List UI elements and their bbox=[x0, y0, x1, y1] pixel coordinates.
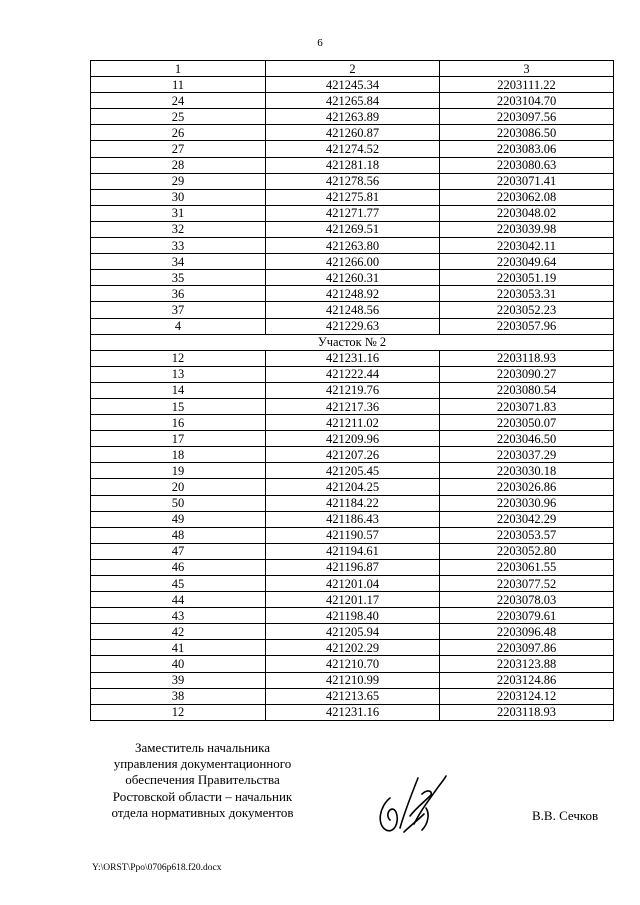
x-coordinate-cell: 421209.96 bbox=[266, 431, 440, 447]
table-row bbox=[91, 624, 614, 640]
y-coordinate-cell: 2203080.63 bbox=[440, 157, 614, 173]
point-number-cell: 20 bbox=[91, 479, 266, 495]
point-number-cell: 37 bbox=[91, 302, 266, 318]
x-coordinate-cell: 421281.18 bbox=[266, 157, 440, 173]
table-row bbox=[91, 189, 614, 205]
point-number-cell: 28 bbox=[91, 157, 266, 173]
y-coordinate-cell: 2203071.41 bbox=[440, 173, 614, 189]
table-row bbox=[91, 270, 614, 286]
point-number-cell: 12 bbox=[91, 704, 266, 720]
y-coordinate-cell: 2203077.52 bbox=[440, 576, 614, 592]
point-number-cell: 50 bbox=[91, 495, 266, 511]
x-coordinate-cell: 421202.29 bbox=[266, 640, 440, 656]
point-number-cell: 32 bbox=[91, 221, 266, 237]
coordinates-table bbox=[90, 60, 614, 721]
y-coordinate-cell: 2203104.70 bbox=[440, 93, 614, 109]
y-coordinate-cell: 2203057.96 bbox=[440, 318, 614, 334]
table-row bbox=[91, 286, 614, 302]
x-coordinate-cell: 421269.51 bbox=[266, 221, 440, 237]
table-row bbox=[91, 559, 614, 575]
x-coordinate-cell: 421274.52 bbox=[266, 141, 440, 157]
x-coordinate-cell: 421211.02 bbox=[266, 415, 440, 431]
y-coordinate-cell: 2203030.18 bbox=[440, 463, 614, 479]
signer-name: В.В. Сечков bbox=[532, 808, 599, 823]
table-row bbox=[91, 125, 614, 141]
y-coordinate-cell: 2203118.93 bbox=[440, 704, 614, 720]
y-coordinate-cell: 2203090.27 bbox=[440, 366, 614, 382]
table-row bbox=[91, 495, 614, 511]
y-coordinate-cell: 2203037.29 bbox=[440, 447, 614, 463]
x-coordinate-cell: 421198.40 bbox=[266, 608, 440, 624]
y-coordinate-cell: 2203042.11 bbox=[440, 238, 614, 254]
y-coordinate-cell: 2203039.98 bbox=[440, 221, 614, 237]
x-coordinate-cell: 421229.63 bbox=[266, 318, 440, 334]
y-coordinate-cell: 2203086.50 bbox=[440, 125, 614, 141]
y-coordinate-cell: 2203050.07 bbox=[440, 415, 614, 431]
table-row bbox=[91, 688, 614, 704]
table-row bbox=[91, 382, 614, 398]
table-row bbox=[91, 93, 614, 109]
x-coordinate-cell: 421263.89 bbox=[266, 109, 440, 125]
y-coordinate-cell: 2203042.29 bbox=[440, 511, 614, 527]
point-number-cell: 18 bbox=[91, 447, 266, 463]
y-coordinate-cell: 2203123.88 bbox=[440, 656, 614, 672]
x-coordinate-cell: 421260.87 bbox=[266, 125, 440, 141]
coordinates-table-body bbox=[91, 61, 614, 721]
header-cell-y: 3 bbox=[440, 61, 614, 77]
point-number-cell: 4 bbox=[91, 318, 266, 334]
y-coordinate-cell: 2203118.93 bbox=[440, 350, 614, 366]
signatory-title bbox=[95, 740, 310, 821]
table-row bbox=[91, 157, 614, 173]
table-row bbox=[91, 656, 614, 672]
y-coordinate-cell: 2203052.80 bbox=[440, 543, 614, 559]
y-coordinate-cell: 2203051.19 bbox=[440, 270, 614, 286]
y-coordinate-cell: 2203124.86 bbox=[440, 672, 614, 688]
x-coordinate-cell: 421245.34 bbox=[266, 77, 440, 93]
table-row bbox=[91, 141, 614, 157]
file-path: Y:\ORST\Ppo\0706p618.f20.docx bbox=[92, 863, 222, 873]
x-coordinate-cell: 421210.70 bbox=[266, 656, 440, 672]
table-header-row bbox=[91, 61, 614, 77]
y-coordinate-cell: 2203048.02 bbox=[440, 205, 614, 221]
point-number-cell: 48 bbox=[91, 527, 266, 543]
x-coordinate-cell: 421205.45 bbox=[266, 463, 440, 479]
table-row bbox=[91, 318, 614, 334]
point-number-cell: 27 bbox=[91, 141, 266, 157]
table-row bbox=[91, 254, 614, 270]
y-coordinate-cell: 2203124.12 bbox=[440, 688, 614, 704]
point-number-cell: 16 bbox=[91, 415, 266, 431]
handwritten-signature bbox=[370, 768, 450, 840]
x-coordinate-cell: 421222.44 bbox=[266, 366, 440, 382]
point-number-cell: 26 bbox=[91, 125, 266, 141]
table-row bbox=[91, 511, 614, 527]
header-cell-point: 1 bbox=[91, 61, 266, 77]
x-coordinate-cell: 421278.56 bbox=[266, 173, 440, 189]
table-row bbox=[91, 221, 614, 237]
table-row bbox=[91, 447, 614, 463]
point-number-cell: 39 bbox=[91, 672, 266, 688]
signatory-title-line: обеспечения Правительства bbox=[125, 772, 280, 788]
page-number: 6 bbox=[317, 37, 323, 49]
x-coordinate-cell: 421263.80 bbox=[266, 238, 440, 254]
point-number-cell: 43 bbox=[91, 608, 266, 624]
x-coordinate-cell: 421271.77 bbox=[266, 205, 440, 221]
x-coordinate-cell: 421265.84 bbox=[266, 93, 440, 109]
y-coordinate-cell: 2203030.96 bbox=[440, 495, 614, 511]
x-coordinate-cell: 421260.31 bbox=[266, 270, 440, 286]
point-number-cell: 19 bbox=[91, 463, 266, 479]
table-row bbox=[91, 77, 614, 93]
x-coordinate-cell: 421275.81 bbox=[266, 189, 440, 205]
x-coordinate-cell: 421266.00 bbox=[266, 254, 440, 270]
x-coordinate-cell: 421184.22 bbox=[266, 495, 440, 511]
point-number-cell: 12 bbox=[91, 350, 266, 366]
table-row bbox=[91, 704, 614, 720]
y-coordinate-cell: 2203096.48 bbox=[440, 624, 614, 640]
table-row bbox=[91, 543, 614, 559]
x-coordinate-cell: 421248.92 bbox=[266, 286, 440, 302]
y-coordinate-cell: 2203071.83 bbox=[440, 398, 614, 414]
y-coordinate-cell: 2203062.08 bbox=[440, 189, 614, 205]
y-coordinate-cell: 2203097.86 bbox=[440, 640, 614, 656]
section-label: Участок № 2 bbox=[91, 334, 614, 350]
table-row bbox=[91, 463, 614, 479]
x-coordinate-cell: 421205.94 bbox=[266, 624, 440, 640]
y-coordinate-cell: 2203083.06 bbox=[440, 141, 614, 157]
point-number-cell: 11 bbox=[91, 77, 266, 93]
table-row bbox=[91, 640, 614, 656]
point-number-cell: 30 bbox=[91, 189, 266, 205]
point-number-cell: 14 bbox=[91, 382, 266, 398]
point-number-cell: 42 bbox=[91, 624, 266, 640]
x-coordinate-cell: 421231.16 bbox=[266, 704, 440, 720]
x-coordinate-cell: 421190.57 bbox=[266, 527, 440, 543]
x-coordinate-cell: 421196.87 bbox=[266, 559, 440, 575]
signatory-title-line: управления документационного bbox=[113, 756, 292, 772]
table-row bbox=[91, 238, 614, 254]
x-coordinate-cell: 421210.99 bbox=[266, 672, 440, 688]
section-row bbox=[91, 334, 614, 350]
y-coordinate-cell: 2203111.22 bbox=[440, 77, 614, 93]
point-number-cell: 36 bbox=[91, 286, 266, 302]
point-number-cell: 34 bbox=[91, 254, 266, 270]
y-coordinate-cell: 2203078.03 bbox=[440, 592, 614, 608]
point-number-cell: 24 bbox=[91, 93, 266, 109]
table-row bbox=[91, 592, 614, 608]
y-coordinate-cell: 2203026.86 bbox=[440, 479, 614, 495]
table-row bbox=[91, 576, 614, 592]
point-number-cell: 49 bbox=[91, 511, 266, 527]
table-row bbox=[91, 672, 614, 688]
point-number-cell: 13 bbox=[91, 366, 266, 382]
table-row bbox=[91, 479, 614, 495]
table-row bbox=[91, 350, 614, 366]
signatory-title-line: Заместитель начальника bbox=[135, 740, 270, 755]
table-row bbox=[91, 302, 614, 318]
y-coordinate-cell: 2203079.61 bbox=[440, 608, 614, 624]
table-row bbox=[91, 109, 614, 125]
y-coordinate-cell: 2203053.57 bbox=[440, 527, 614, 543]
y-coordinate-cell: 2203080.54 bbox=[440, 382, 614, 398]
x-coordinate-cell: 421219.76 bbox=[266, 382, 440, 398]
point-number-cell: 47 bbox=[91, 543, 266, 559]
y-coordinate-cell: 2203097.56 bbox=[440, 109, 614, 125]
point-number-cell: 33 bbox=[91, 238, 266, 254]
y-coordinate-cell: 2203053.31 bbox=[440, 286, 614, 302]
y-coordinate-cell: 2203049.64 bbox=[440, 254, 614, 270]
y-coordinate-cell: 2203061.55 bbox=[440, 559, 614, 575]
point-number-cell: 41 bbox=[91, 640, 266, 656]
signatory-title-line: отдела нормативных документов bbox=[111, 804, 294, 820]
x-coordinate-cell: 421207.26 bbox=[266, 447, 440, 463]
signatory-title-line: Ростовской области – начальник bbox=[112, 788, 293, 804]
x-coordinate-cell: 421201.04 bbox=[266, 576, 440, 592]
y-coordinate-cell: 2203046.50 bbox=[440, 431, 614, 447]
table-row bbox=[91, 205, 614, 221]
x-coordinate-cell: 421213.65 bbox=[266, 688, 440, 704]
y-coordinate-cell: 2203052.23 bbox=[440, 302, 614, 318]
table-row bbox=[91, 398, 614, 414]
x-coordinate-cell: 421217.36 bbox=[266, 398, 440, 414]
x-coordinate-cell: 421248.56 bbox=[266, 302, 440, 318]
table-row bbox=[91, 415, 614, 431]
point-number-cell: 15 bbox=[91, 398, 266, 414]
table-row bbox=[91, 431, 614, 447]
point-number-cell: 29 bbox=[91, 173, 266, 189]
point-number-cell: 25 bbox=[91, 109, 266, 125]
point-number-cell: 40 bbox=[91, 656, 266, 672]
point-number-cell: 38 bbox=[91, 688, 266, 704]
x-coordinate-cell: 421201.17 bbox=[266, 592, 440, 608]
point-number-cell: 35 bbox=[91, 270, 266, 286]
x-coordinate-cell: 421194.61 bbox=[266, 543, 440, 559]
point-number-cell: 44 bbox=[91, 592, 266, 608]
point-number-cell: 31 bbox=[91, 205, 266, 221]
header-cell-x: 2 bbox=[266, 61, 440, 77]
table-row bbox=[91, 366, 614, 382]
table-row bbox=[91, 173, 614, 189]
point-number-cell: 17 bbox=[91, 431, 266, 447]
point-number-cell: 45 bbox=[91, 576, 266, 592]
x-coordinate-cell: 421204.25 bbox=[266, 479, 440, 495]
x-coordinate-cell: 421186.43 bbox=[266, 511, 440, 527]
point-number-cell: 46 bbox=[91, 559, 266, 575]
table-row bbox=[91, 527, 614, 543]
table-row bbox=[91, 608, 614, 624]
x-coordinate-cell: 421231.16 bbox=[266, 350, 440, 366]
